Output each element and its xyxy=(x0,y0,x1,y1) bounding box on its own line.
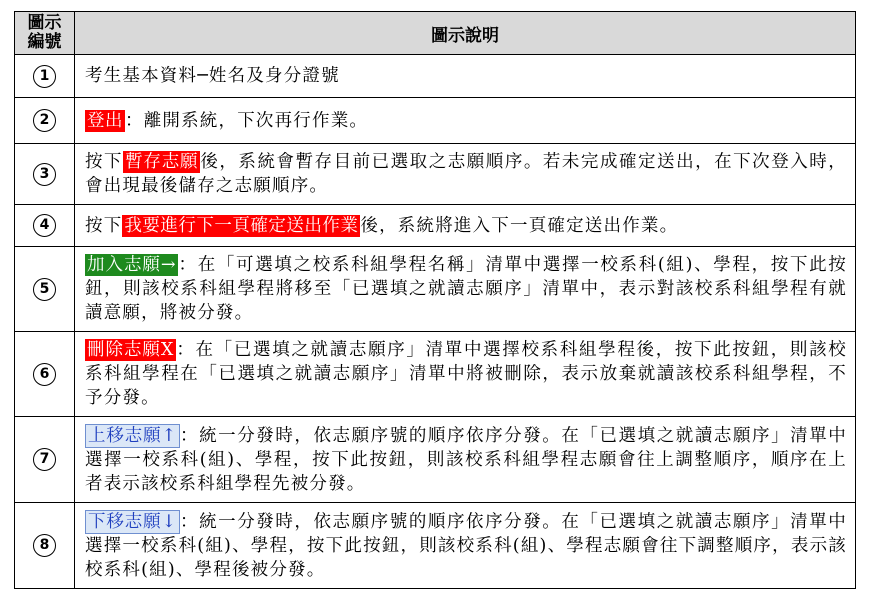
description-cell: 刪除志願X ：在「已選填之就讀志願序」清單中選擇校系科組學程後，按下此按鈕，則該校系科組學程在「已選填之就讀志願序」清單中將被刪除，表示放棄就讀該校系科組學程，不予分發。 xyxy=(75,332,856,417)
table-row xyxy=(15,55,856,98)
number-badge: 4 xyxy=(33,214,56,237)
number-badge: 1 xyxy=(33,65,56,88)
table-row xyxy=(15,144,856,205)
number-badge: 8 xyxy=(33,534,56,557)
logout-button: 登出 xyxy=(87,110,123,131)
description-cell: 考生基本資料─姓名及身分證號 xyxy=(75,55,856,98)
description-cell: 登出 ：離開系統，下次再行作業。 xyxy=(75,98,856,144)
number-badge: 5 xyxy=(33,278,56,301)
description-cell: 加入志願→ ：在「可選填之校系科組學程名稱」清單中選擇一校系科(組)、學程，按下此按鈕，則該校系科組學程將移至「已選填之就讀志願序」清單中，表示對該校系科組學程有就讀意願，將被分發。 xyxy=(75,247,856,332)
description-cell: 上移志願↑ ：統一分發時，依志願序號的順序依序分發。在「已選填之就讀志願序」清單中選擇一校系科(組)、學程，按下此按鈕，則該校系科組學程志願會往上調整順序，順序在上者表示該校系科組學程先被分發。 xyxy=(75,417,856,503)
number-badge: 6 xyxy=(33,363,56,386)
next-page-submit-button: 我要進行下一頁確定送出作業 xyxy=(124,215,359,236)
description-cell: 按下 我要進行下一頁確定送出作業 後，系統將進入下一頁確定送出作業。 xyxy=(75,205,856,247)
move-down-button: 下移志願↓ xyxy=(85,510,180,534)
table-row xyxy=(15,98,856,144)
header-description: 圖示說明 xyxy=(75,12,856,55)
delete-choice-button: 刪除志願X xyxy=(87,340,174,360)
legend-table xyxy=(14,11,856,589)
header-row xyxy=(15,12,856,55)
number-badge: 3 xyxy=(33,163,56,186)
description-cell: 按下 暫存志願 後，系統會暫存目前已選取之志願順序。若未完成確定送出，在下次登入時，會出現最後儲存之志願順序。 xyxy=(75,144,856,205)
save-draft-button: 暫存志願 xyxy=(125,152,199,172)
add-choice-button: 加入志願→ xyxy=(87,255,177,275)
description-cell: 下移志願↓ ：統一分發時，依志願序號的順序依序分發。在「已選填之就讀志願序」清單中選擇一校系科(組)、學程，按下此按鈕，則該校系科(組)、學程志願會往下調整順序，表示該校系科(組)、學程後被分發。 xyxy=(75,503,856,589)
number-badge: 2 xyxy=(33,109,56,132)
number-badge: 7 xyxy=(33,448,56,471)
table-row xyxy=(15,503,856,589)
move-up-button: 上移志願↑ xyxy=(85,424,180,448)
header-number: 圖示 編號 xyxy=(15,12,75,55)
table-row xyxy=(15,332,856,417)
table-row xyxy=(15,417,856,503)
table-row xyxy=(15,205,856,247)
table-row xyxy=(15,247,856,332)
